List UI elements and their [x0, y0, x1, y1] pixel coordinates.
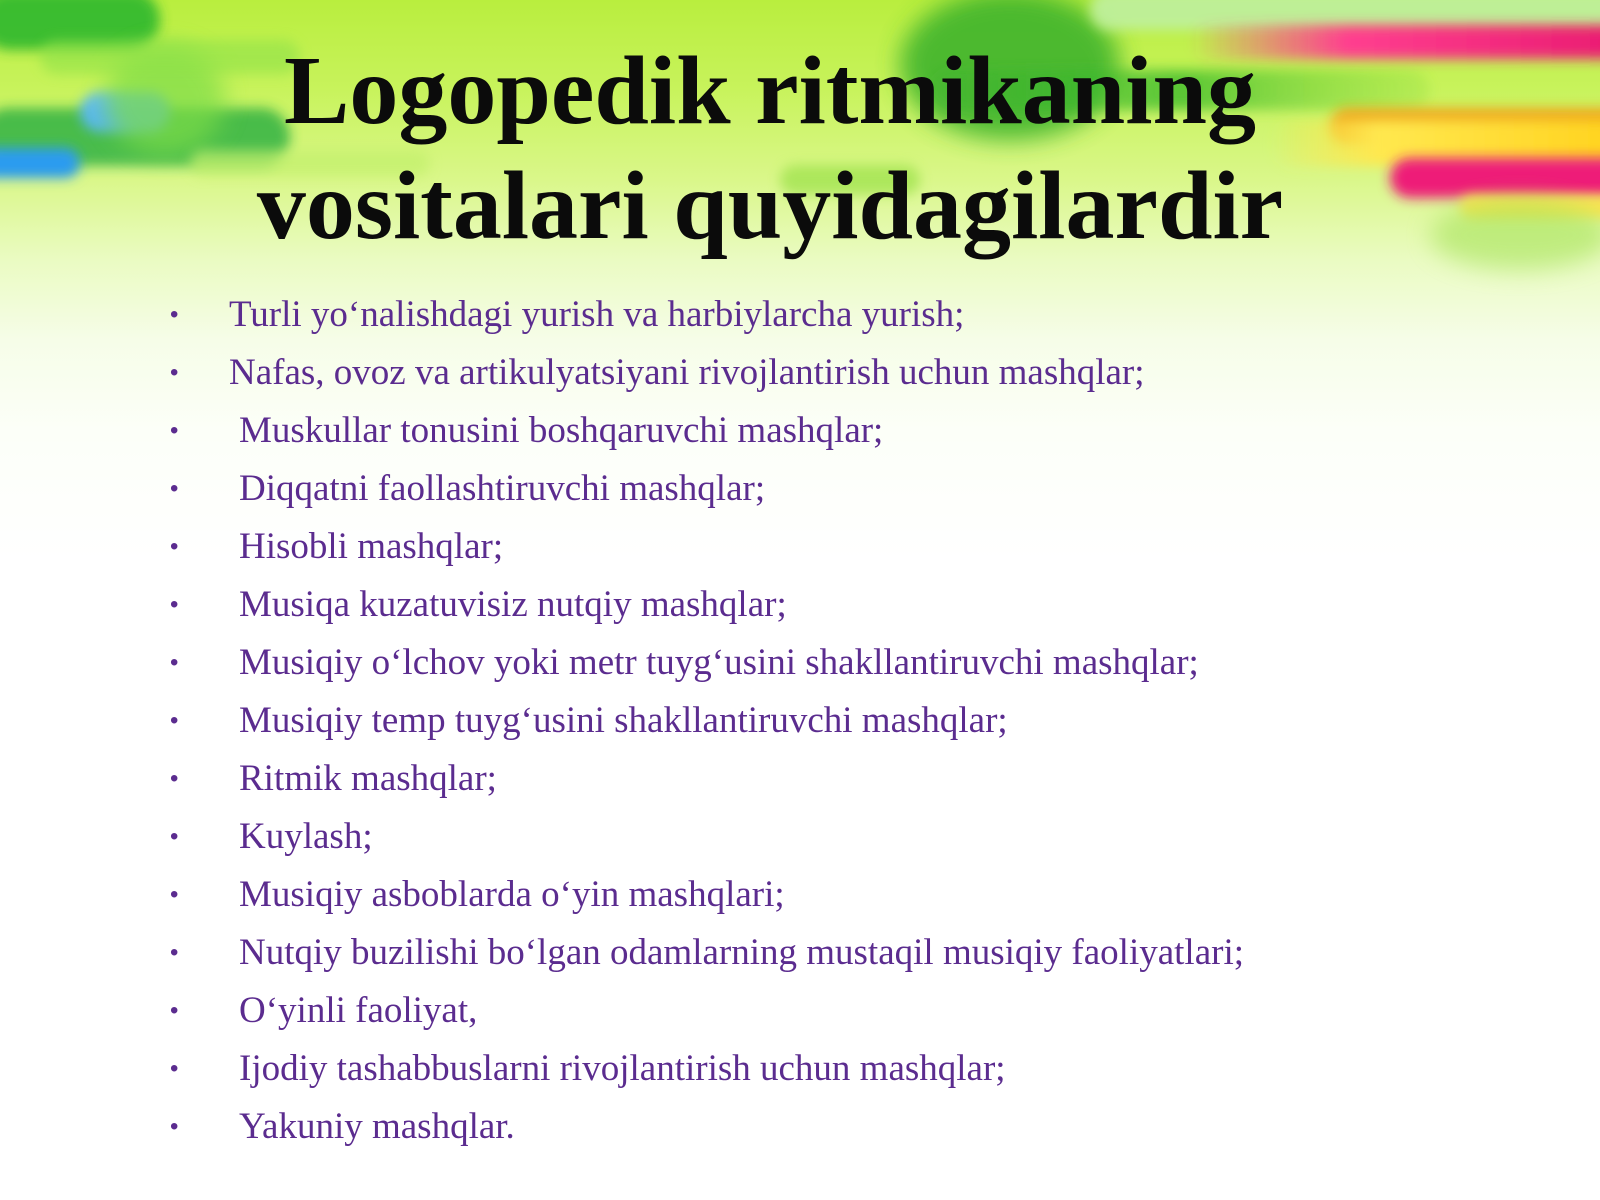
bullet-dot-icon: •	[170, 1113, 179, 1140]
bullet-dot-icon: •	[170, 301, 179, 328]
list-item-text: Yakuniy mashqlar.	[239, 1106, 515, 1147]
list-item	[170, 460, 1550, 518]
list-item-text: Hisobli mashqlar;	[239, 526, 504, 567]
list-item	[170, 576, 1550, 634]
bullet-dot-icon: •	[170, 649, 179, 676]
list-item	[170, 750, 1550, 808]
list-item-text: Ritmik mashqlar;	[239, 758, 497, 799]
list-item	[170, 924, 1550, 982]
list-item-text: Ijodiy tashabbuslarni rivojlantirish uchun mashqlar;	[239, 1048, 1006, 1089]
list-item	[170, 518, 1550, 576]
list-item-text: O‘yinli faoliyat,	[239, 990, 478, 1031]
list-item-text: Nutqiy buzilishi bo‘lgan odamlarning mustaqil musiqiy faoliyatlari;	[239, 932, 1245, 973]
list-item	[170, 692, 1550, 750]
list-item-text: Musiqiy o‘lchov yoki metr tuyg‘usini shakllantiruvchi mashqlar;	[239, 642, 1199, 683]
list-item	[170, 402, 1550, 460]
list-item	[170, 866, 1550, 924]
list-item-text: Musiqiy asboblarda o‘yin mashqlari;	[239, 874, 785, 915]
list-item	[170, 634, 1550, 692]
bullet-list	[170, 286, 1550, 1156]
bullet-dot-icon: •	[170, 1055, 179, 1082]
bullet-dot-icon: •	[170, 533, 179, 560]
bullet-dot-icon: •	[170, 881, 179, 908]
list-item	[170, 982, 1550, 1040]
bullet-dot-icon: •	[170, 823, 179, 850]
list-item-text: Turli yo‘nalishdagi yurish va harbiylarcha yurish;	[229, 294, 965, 335]
list-item-text: Musiqiy temp tuyg‘usini shakllantiruvchi mashqlar;	[239, 700, 1008, 741]
list-item-text: Musiqa kuzatuvisiz nutqiy mashqlar;	[239, 584, 787, 625]
bullet-dot-icon: •	[170, 707, 179, 734]
list-item	[170, 1040, 1550, 1098]
slide-title-line-2: vositalari quyidagilardir	[256, 152, 1284, 260]
list-item-text: Nafas, ovoz va artikulyatsiyani rivojlantirish uchun mashqlar;	[229, 352, 1145, 393]
bullet-dot-icon: •	[170, 475, 179, 502]
slide-title	[0, 34, 1540, 264]
bullet-dot-icon: •	[170, 765, 179, 792]
bullet-dot-icon: •	[170, 359, 179, 386]
list-item	[170, 808, 1550, 866]
bullet-dot-icon: •	[170, 997, 179, 1024]
slide-title-line-1: Logopedik ritmikaning	[283, 37, 1257, 145]
list-item	[170, 344, 1550, 402]
list-item	[170, 1098, 1550, 1156]
list-item-text: Kuylash;	[239, 816, 373, 857]
bullet-dot-icon: •	[170, 939, 179, 966]
bullet-dot-icon: •	[170, 591, 179, 618]
list-item-text: Muskullar tonusini boshqaruvchi mashqlar;	[239, 410, 884, 451]
list-item-text: Diqqatni faollashtiruvchi mashqlar;	[239, 468, 766, 509]
list-item	[170, 286, 1550, 344]
bullet-dot-icon: •	[170, 417, 179, 444]
